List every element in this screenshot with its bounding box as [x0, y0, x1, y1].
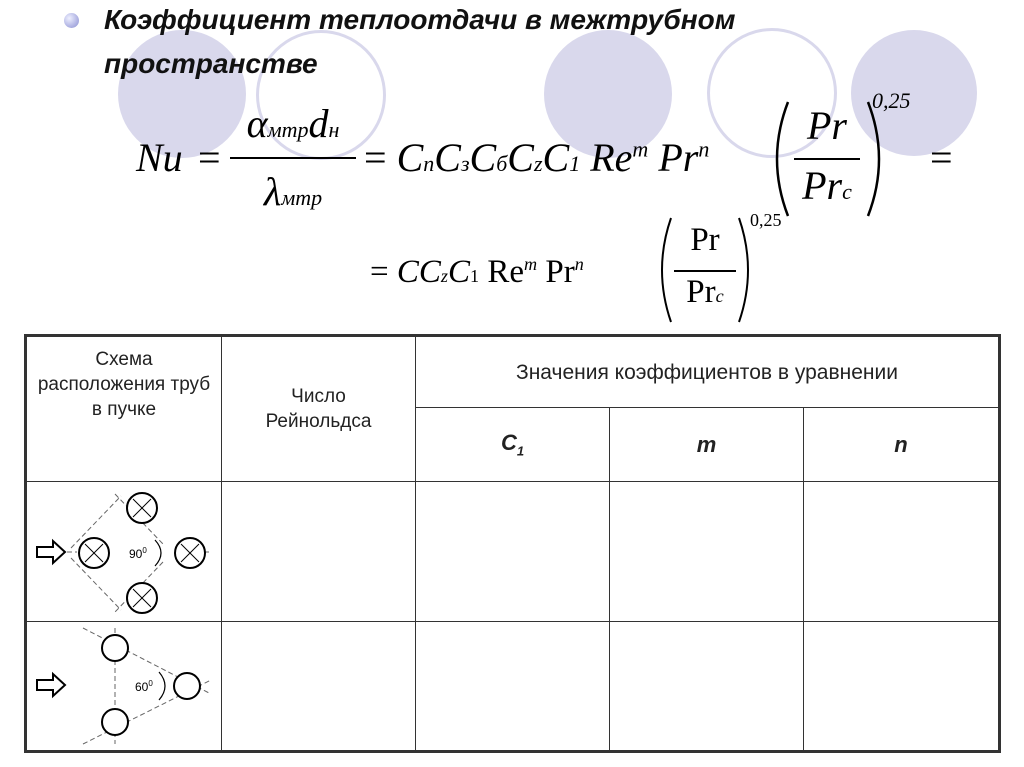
equals-sign: =	[198, 135, 221, 180]
m-cell	[610, 482, 804, 622]
d-symbol: d	[308, 101, 329, 146]
re-exponent: m	[632, 136, 649, 162]
equals-sign: =	[364, 135, 387, 180]
fraction-bar	[230, 157, 356, 159]
equation-2	[370, 210, 810, 326]
c-subscript: 1	[569, 151, 581, 176]
pr-ratio-denominator	[670, 274, 740, 311]
right-paren	[864, 100, 894, 218]
c-subscript: б	[496, 151, 508, 176]
alpha-symbol: α	[246, 101, 268, 146]
equation-1	[130, 88, 990, 220]
header-scheme: Схема расположения труб в пучке	[26, 336, 222, 482]
trailing-equals: =	[930, 135, 953, 180]
fraction-numerator	[230, 100, 356, 147]
lambda-symbol: λ	[263, 169, 282, 214]
pr-symbol: Pr	[802, 163, 843, 208]
prc-subscript: c	[715, 286, 724, 306]
pr-ratio-numerator: Pr	[690, 222, 720, 258]
reynolds-cell	[222, 622, 416, 752]
c1-subscript: 1	[516, 443, 525, 459]
header-m: m	[610, 408, 804, 482]
scheme-diagram-60	[26, 622, 222, 752]
coefficient-product-2	[370, 254, 584, 291]
equals-sign: =	[370, 254, 389, 290]
n-cell	[804, 622, 1000, 752]
nu-symbol: Nu	[136, 135, 183, 180]
pr-exponent: n	[698, 136, 710, 162]
c-symbol: C	[418, 254, 441, 290]
left-paren	[762, 100, 792, 218]
pr-exponent: n	[574, 254, 584, 274]
flow-arrow-icon	[37, 541, 65, 563]
c1-subscript: 1	[469, 266, 480, 286]
c-subscript: n	[423, 151, 435, 176]
fraction-denominator	[230, 168, 356, 215]
table-row	[26, 482, 1000, 622]
re-exponent: m	[523, 254, 538, 274]
flow-arrow-icon	[37, 674, 65, 696]
pr-ratio-numerator: Pr	[807, 103, 847, 148]
pr-symbol: Pr	[686, 274, 716, 310]
tube-layout-90-icon	[31, 486, 217, 618]
lambda-subscript: мтр	[281, 185, 323, 210]
coefficients-table	[24, 334, 1001, 753]
header-reynolds: Число Рейнольдса	[222, 336, 416, 482]
c-symbol: C	[434, 135, 461, 180]
pr-symbol: Pr	[658, 135, 699, 180]
header-n: n	[804, 408, 1000, 482]
table-row	[26, 622, 1000, 752]
angle-label: $60^0$	[135, 679, 153, 694]
right-paren	[736, 216, 760, 324]
n-cell	[804, 482, 1000, 622]
c-symbol: C	[396, 135, 424, 180]
c-subscript: z	[533, 151, 543, 176]
tube-layout-60-icon	[31, 624, 217, 748]
reynolds-cell	[222, 482, 416, 622]
c-symbol: C	[542, 135, 570, 180]
c-symbol: C	[469, 135, 497, 180]
scheme-diagram-90	[26, 482, 222, 622]
power-exponent: 0,25	[750, 210, 782, 230]
re-symbol: Re	[487, 254, 524, 290]
re-symbol: Re	[590, 135, 633, 180]
c-subscript: з	[460, 151, 470, 176]
header-coefficients: Значения коэффициентов в уравнении	[416, 336, 1000, 408]
bullet-dot-icon	[64, 13, 79, 28]
fraction-bar	[794, 158, 860, 160]
header-c1	[416, 408, 610, 482]
alpha-subscript: мтр	[267, 117, 309, 142]
c1-cell	[416, 482, 610, 622]
c-symbol: C	[447, 254, 470, 290]
c1-cell	[416, 622, 610, 752]
angle-label: $90^0$	[129, 545, 147, 561]
c1-symbol: C	[500, 430, 517, 456]
coefficient-product	[364, 134, 709, 181]
power-exponent: 0,25	[872, 88, 911, 113]
c-symbol: C	[507, 135, 534, 180]
cz-subscript: z	[440, 266, 448, 286]
pr-ratio-denominator	[790, 162, 864, 209]
d-subscript: н	[328, 117, 340, 142]
prc-subscript: c	[842, 179, 852, 204]
c-symbol: C	[396, 254, 419, 290]
m-cell	[610, 622, 804, 752]
slide-title: Коэффициент теплоотдачи в межтрубном пространстве	[104, 4, 736, 79]
fraction-bar	[674, 270, 736, 272]
pr-symbol: Pr	[545, 254, 575, 290]
